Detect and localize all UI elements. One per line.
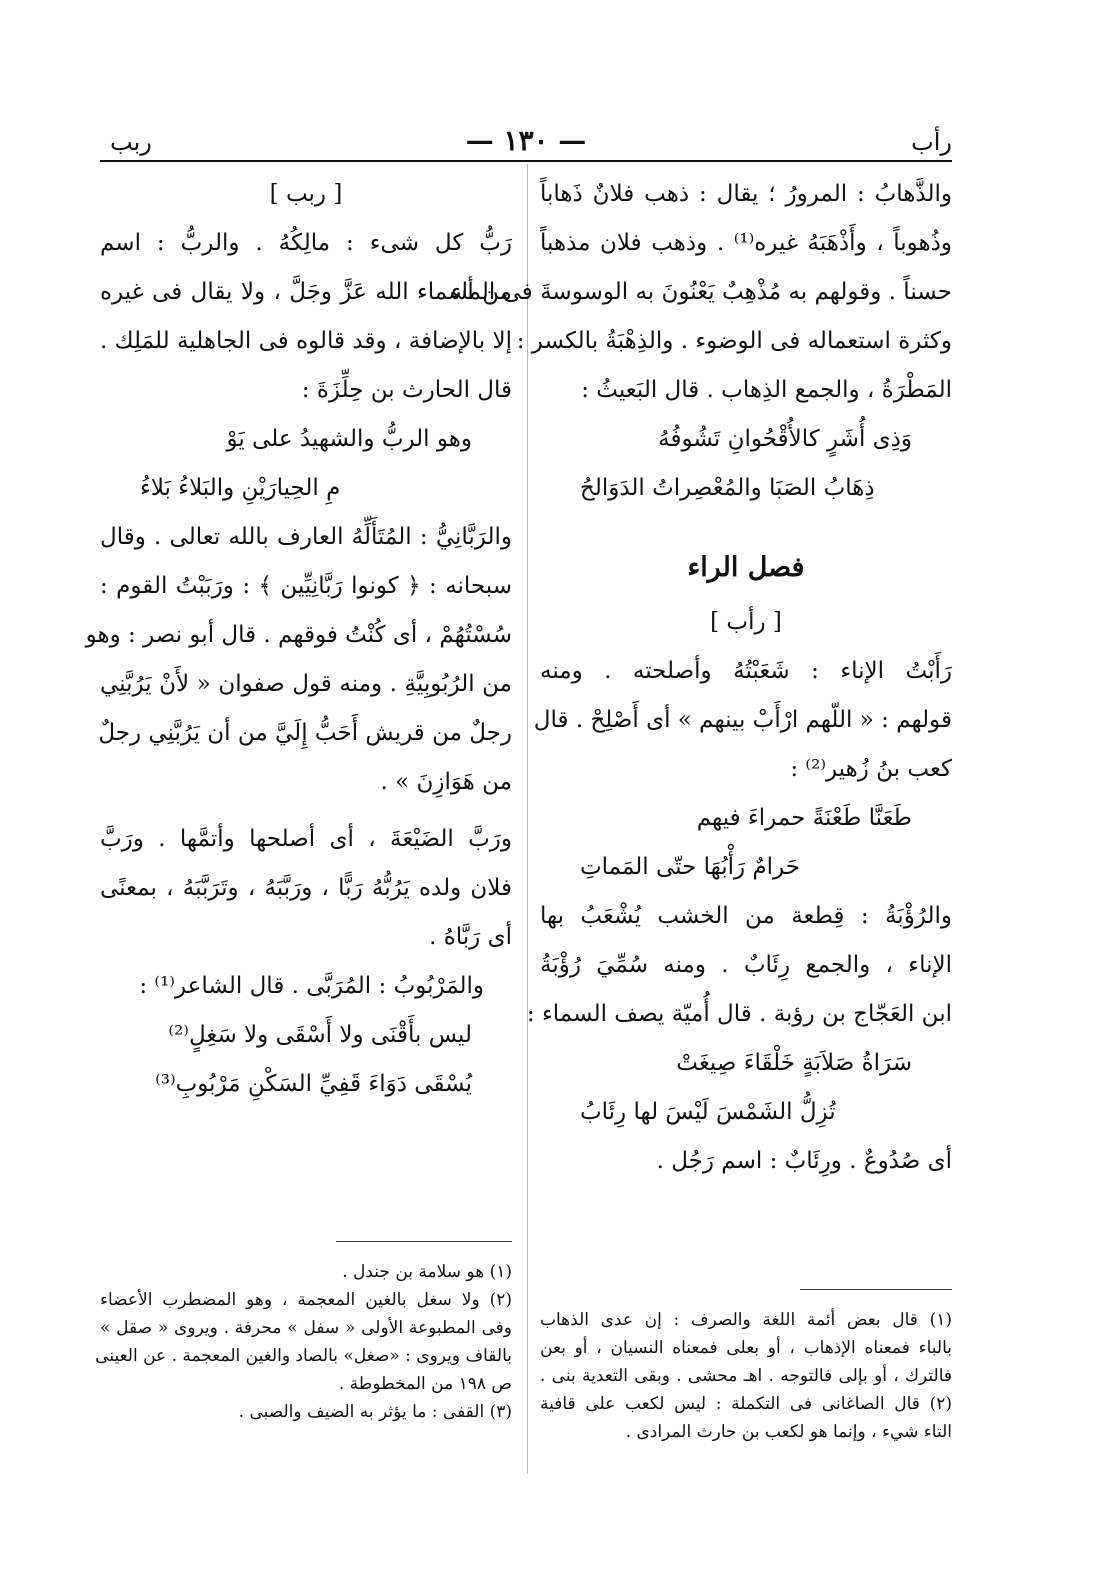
text-line: والرَبَّانِيُّ : المُتَأَلِّهُ العارف بالله تعالى . وقال	[100, 524, 512, 550]
header-root-word-left: ربب	[110, 128, 152, 156]
text-line: ابن العَجّاج بن رؤبة . قال أُميّة يصف السماء :	[526, 1001, 952, 1027]
header-root-word-right: رأب	[911, 128, 952, 156]
text-line: كعب بنُ زُهير⁽²⁾ :	[790, 756, 952, 782]
verse-hemistich: ليس بأَقْنَى ولا أَسْقَى ولا سَغِلٍ⁽²⁾	[168, 1022, 472, 1048]
verse-hemistich: طَعَنَّا طَعْنَةً حمراءَ فيهم	[696, 805, 912, 831]
text-line: قال الحارث بن حِلِّزَةَ :	[301, 377, 512, 403]
text-line: أى صُدُوعٌ . ورِئَابٌ : اسم رَجُل .	[656, 1148, 952, 1174]
text-line: ورَبَّ الضَيْعَةَ ، أى أصلحها وأتمَّها . ورَبَّ	[100, 826, 512, 852]
text-line: رَأَبْتُ الإناء : شَعَبْتُهُ وأصلحته . ومنه	[540, 658, 952, 684]
verse-hemistich: سَرَاةُ صَلاَبَةٍ خَلْقَاءَ صِيغَتْ	[676, 1050, 912, 1076]
footnotes-right	[540, 1306, 952, 1446]
left-column	[85, 170, 512, 1109]
section-title: فصل الراء	[687, 552, 805, 583]
text-line: أى رَبَّاهُ .	[429, 924, 512, 950]
text-line: سُسْتُهُمْ ، أى كُنْتُ فوقهم . قال أبو نصر : وهو	[85, 622, 512, 648]
page-number: — ١٣٠ —	[465, 124, 587, 157]
entry-title: [ ربب ]	[269, 181, 343, 207]
verse-hemistich: وهو الربُّ والشهيدُ على يَوْ	[226, 426, 472, 452]
footnote-line: (٢) ولا سغل بالغين المعجمة ، وهو المضطرب الأعضاء	[100, 1290, 512, 1310]
footnote-line: بالباء فمعناه الإذهاب ، أو بعلى فمعناه النسيان ، أو بعن	[540, 1338, 952, 1358]
entry-title: [ رأب ]	[710, 609, 782, 635]
text-line: رجلٌ من قريش أَحَبُّ إِلَيَّ من أن يَرُبَّنِي رجلٌ	[98, 720, 512, 746]
footnote-rule	[336, 1241, 512, 1242]
text-line: وكثرة استعماله فى الوضوء . والذِهْبَةُ بالكسر :	[516, 328, 952, 354]
text-line: المَطْرَةُ ، والجمع الذِهاب . قال البَعيثُ :	[581, 377, 952, 403]
text-line: رَبُّ كل شىء : مالِكُهُ . والربُّ : اسم	[100, 230, 512, 256]
verse-hemistich: يُسْقَى دَوَاءَ قَفِيِّ السَكْنِ مَرْبُوبِ⁽³⁾	[155, 1071, 472, 1097]
text-line: سبحانه : ﴿ كونوا رَبَّانِيِّين ﴾ : ورَبَبْتُ القوم :	[100, 573, 512, 599]
footnote-line: (٣) القفى : ما يؤثر به الضيف والصبى .	[238, 1402, 512, 1422]
footnote-line: ص ١٩٨ من المخطوطة .	[338, 1374, 512, 1394]
text-line: الإناء ، والجمع رِئَابٌ . ومنه سُمِّيَ رُؤْبَةُ	[540, 952, 952, 978]
text-line: فلان ولده يَرُبُّهُ رَبًّا ، ورَبَّبَهُ ، وتَرَبَّبَهُ ، بمعنًى	[100, 875, 512, 901]
page-header	[100, 120, 952, 160]
verse-hemistich: تُزِلُّ الشَمْسَ لَيْسَ لها رِئَابُ	[580, 1099, 836, 1125]
footnotes-left	[95, 1258, 512, 1426]
footnote-line: (٢) قال الصاغانى فى التكملة : ليس لكعب على قافية	[540, 1394, 952, 1414]
footnote-line: التاء شيء ، وإنما هو لكعب بن حارث المرادى .	[625, 1422, 952, 1442]
verse-hemistich: حَرامٌ رَأْبُهَا حتّى المَماتِ	[580, 854, 800, 880]
footnote-line: (١) هو سلامة بن جندل .	[342, 1262, 512, 1282]
footnote-line: فالترك ، أو بإلى فالتوجه . اهـ محشى . وبقى التعدية بنى .	[540, 1366, 952, 1386]
verse-hemistich: ذِهَابُ الصَبَا والمُعْصِراتُ الدَوَالحُ	[580, 475, 875, 501]
header-rule	[100, 160, 952, 162]
footnote-line: وفى المطبوعة الأولى « سفل » محرفة . ويروى « صقل »	[100, 1318, 512, 1338]
text-line: والذَّهابُ : المرورُ ؛ يقال : ذهب فلانٌ ذَهاباً	[540, 181, 952, 207]
footnote-line: بالقاف ويروى : «صغل» بالصاد والغين المعجمة . عن العينى	[95, 1346, 512, 1366]
verse-hemistich: مِ الحِيارَيْنِ والبَلاءُ بَلاءُ	[140, 475, 341, 501]
text-line: إلا بالإضافة ، وقد قالوه فى الجاهلية للمَلِك .	[100, 328, 512, 354]
text-line: والمَرْبُوبُ : المُرَبَّى . قال الشاعر⁽¹⁾ :	[139, 973, 484, 999]
footnote-line: (١) قال بعض أئمة اللغة والصرف : إن عدى الذهاب	[540, 1310, 952, 1330]
text-line: والرُؤْبَةُ : قِطعة من الخشب يُشْعَبُ بها	[540, 903, 952, 929]
text-line: وذُهوباً ، وأَذْهَبَهُ غيره⁽¹⁾ . وذهب فلان مذهباً	[540, 230, 952, 256]
text-line: قولهم : « اللّهم ارْأَبْ بينهم » أى أَصْلِحْ . قال	[533, 707, 952, 733]
footnote-rule	[800, 1289, 952, 1290]
text-line: من أسماء الله عَزَّ وجَلَّ ، ولا يقال فى غيره	[100, 279, 512, 305]
text-line: من الرُبُوبِيَّةِ . ومنه قول صفوان « لأَنْ يَرُبَّنِي	[100, 671, 512, 697]
verse-hemistich: وَذِى أُشَرٍ كالأُقْحُوانِ تَشُوفُهُ	[658, 426, 912, 452]
text-line: من هَوَازِنَ » .	[380, 769, 512, 795]
text-line: حسناً . وقولهم به مُذْهِبٌ يَعْنُونَ به الوسوسةَ فى الماء	[450, 279, 952, 305]
